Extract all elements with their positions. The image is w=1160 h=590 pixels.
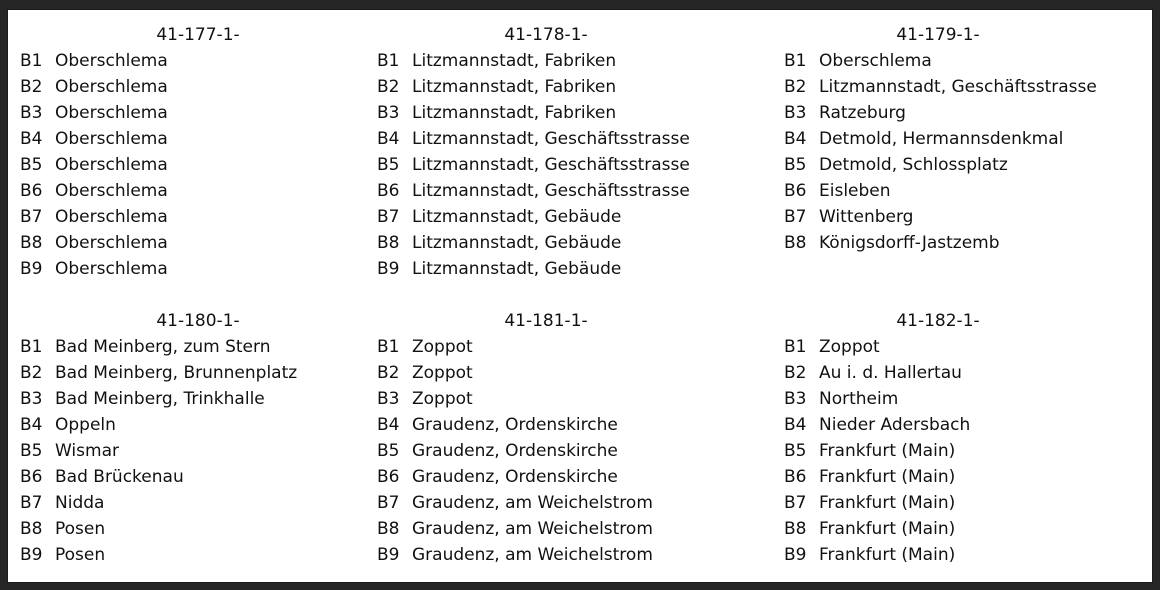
item-code: B6: [784, 181, 807, 201]
item-code: B8: [20, 519, 43, 539]
item-place: Graudenz, am Weichelstrom: [412, 493, 653, 513]
item-place: Graudenz, Ordenskirche: [412, 467, 618, 487]
item-code: B9: [377, 545, 400, 565]
item-code: B4: [784, 415, 807, 435]
item-code: B6: [20, 181, 43, 201]
item-place: Frankfurt (Main): [819, 467, 956, 487]
item-code: B5: [784, 441, 807, 461]
photo-list-block: [20, 16, 380, 282]
item-place: Litzmannstadt, Geschäftsstrasse: [412, 129, 690, 149]
item-place: Wittenberg: [819, 207, 914, 227]
photo-list-block: [377, 302, 737, 568]
item-place: Litzmannstadt, Gebäude: [412, 207, 622, 227]
item-code: B2: [784, 363, 807, 383]
item-code: B8: [20, 233, 43, 253]
item-code: B7: [20, 207, 43, 227]
item-code: B1: [377, 51, 400, 71]
item-code: B7: [20, 493, 43, 513]
item-place: Graudenz, Ordenskirche: [412, 415, 618, 435]
item-code: B9: [20, 545, 43, 565]
item-code: B5: [20, 155, 43, 175]
item-place: Litzmannstadt, Fabriken: [412, 103, 617, 123]
item-code: B7: [784, 493, 807, 513]
item-place: Zoppot: [412, 389, 473, 409]
item-code: B3: [20, 389, 43, 409]
item-place: Graudenz, am Weichelstrom: [412, 545, 653, 565]
item-code: B6: [784, 467, 807, 487]
item-place: Frankfurt (Main): [819, 545, 956, 565]
item-place: Oberschlema: [55, 103, 168, 123]
item-code: B1: [784, 337, 807, 357]
item-place: Oberschlema: [55, 77, 168, 97]
item-code: B4: [20, 129, 43, 149]
item-code: B5: [20, 441, 43, 461]
item-code: B9: [20, 259, 43, 279]
item-code: B8: [784, 519, 807, 539]
item-place: Bad Meinberg, Trinkhalle: [55, 389, 265, 409]
item-place: Oberschlema: [55, 233, 168, 253]
item-code: B4: [377, 129, 400, 149]
item-place: Litzmannstadt, Fabriken: [412, 51, 617, 71]
item-place: Frankfurt (Main): [819, 519, 956, 539]
item-code: B1: [784, 51, 807, 71]
item-code: B5: [377, 441, 400, 461]
block-title: 41-182-1-: [896, 311, 980, 331]
item-place: Litzmannstadt, Geschäftsstrasse: [412, 155, 690, 175]
item-place: Au i. d. Hallertau: [819, 363, 962, 383]
item-place: Bad Brückenau: [55, 467, 184, 487]
item-code: B9: [377, 259, 400, 279]
item-place: Northeim: [819, 389, 899, 409]
block-title: 41-180-1-: [156, 311, 240, 331]
document-page: [8, 10, 1152, 582]
item-place: Oberschlema: [819, 51, 932, 71]
item-place: Detmold, Schlossplatz: [819, 155, 1008, 175]
item-place: Graudenz, Ordenskirche: [412, 441, 618, 461]
item-code: B2: [20, 77, 43, 97]
item-place: Nidda: [55, 493, 105, 513]
block-title: 41-177-1-: [156, 25, 240, 45]
item-code: B7: [784, 207, 807, 227]
item-code: B1: [377, 337, 400, 357]
item-place: Frankfurt (Main): [819, 493, 956, 513]
item-code: B7: [377, 207, 400, 227]
photo-list-block: [784, 302, 1144, 568]
item-place: Nieder Adersbach: [819, 415, 971, 435]
item-code: B6: [377, 467, 400, 487]
block-title: 41-178-1-: [504, 25, 588, 45]
item-code: B5: [784, 155, 807, 175]
item-place: Oberschlema: [55, 51, 168, 71]
item-code: B9: [784, 545, 807, 565]
item-code: B8: [377, 233, 400, 253]
item-code: B8: [784, 233, 807, 253]
item-place: Litzmannstadt, Gebäude: [412, 233, 622, 253]
item-code: B2: [377, 77, 400, 97]
item-place: Litzmannstadt, Geschäftsstrasse: [819, 77, 1097, 97]
item-code: B7: [377, 493, 400, 513]
item-code: B1: [20, 51, 43, 71]
item-code: B1: [20, 337, 43, 357]
photo-list-block: [784, 16, 1144, 282]
item-place: Ratzeburg: [819, 103, 906, 123]
item-place: Litzmannstadt, Geschäftsstrasse: [412, 181, 690, 201]
item-code: B3: [377, 389, 400, 409]
item-place: Oberschlema: [55, 129, 168, 149]
item-place: Frankfurt (Main): [819, 441, 956, 461]
photo-list-block: [377, 16, 737, 282]
item-code: B3: [784, 103, 807, 123]
item-place: Oberschlema: [55, 259, 168, 279]
item-code: B4: [377, 415, 400, 435]
item-place: Bad Meinberg, Brunnenplatz: [55, 363, 298, 383]
item-code: B3: [20, 103, 43, 123]
item-place: Detmold, Hermannsdenkmal: [819, 129, 1064, 149]
item-place: Oberschlema: [55, 181, 168, 201]
item-code: B6: [377, 181, 400, 201]
item-code: B4: [20, 415, 43, 435]
item-place: Graudenz, am Weichelstrom: [412, 519, 653, 539]
item-place: Litzmannstadt, Gebäude: [412, 259, 622, 279]
item-place: Zoppot: [819, 337, 880, 357]
block-title: 41-179-1-: [896, 25, 980, 45]
item-place: Litzmannstadt, Fabriken: [412, 77, 617, 97]
item-code: B2: [377, 363, 400, 383]
item-place: Eisleben: [819, 181, 891, 201]
item-code: B6: [20, 467, 43, 487]
item-place: Zoppot: [412, 363, 473, 383]
item-place: Oberschlema: [55, 207, 168, 227]
item-code: B5: [377, 155, 400, 175]
item-place: Oppeln: [55, 415, 116, 435]
item-code: B8: [377, 519, 400, 539]
item-place: Zoppot: [412, 337, 473, 357]
item-code: B2: [784, 77, 807, 97]
item-code: B2: [20, 363, 43, 383]
block-title: 41-181-1-: [504, 311, 588, 331]
item-place: Bad Meinberg, zum Stern: [55, 337, 271, 357]
item-place: Wismar: [55, 441, 119, 461]
item-code: B3: [377, 103, 400, 123]
item-code: B4: [784, 129, 807, 149]
item-place: Posen: [55, 545, 106, 565]
photo-list-block: [20, 302, 380, 568]
item-place: Königsdorff-Jastzemb: [819, 233, 1000, 253]
item-place: Posen: [55, 519, 106, 539]
item-place: Oberschlema: [55, 155, 168, 175]
item-code: B3: [784, 389, 807, 409]
